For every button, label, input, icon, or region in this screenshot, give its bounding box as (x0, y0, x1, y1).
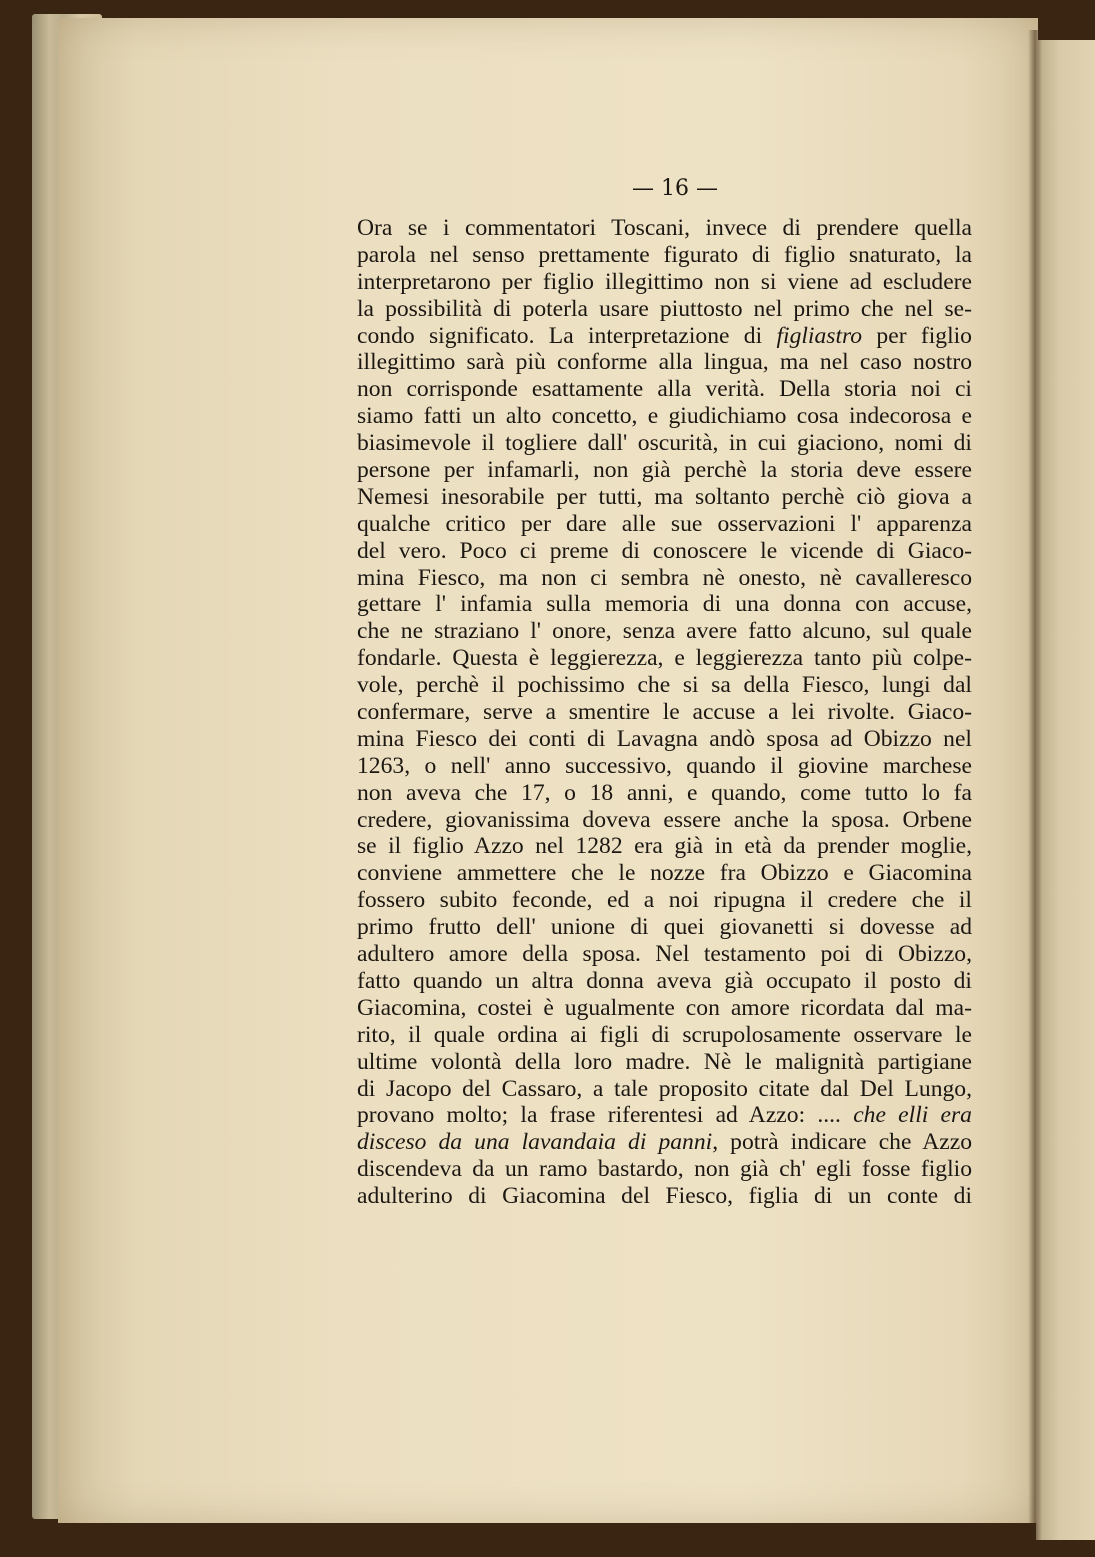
text-line: interpretarono per figlio illegittimo non si viene ad escludere (357, 268, 972, 295)
text-line: gettare l' infamia sulla memoria di una donna con accuse, (357, 591, 972, 618)
spine-shadow (1028, 30, 1042, 1540)
text-line: mina Fiesco, ma non ci sembra nè onesto, nè cavalleresco (357, 564, 972, 591)
text-line: persone per infamarli, non già perchè la storia deve essere (357, 457, 972, 484)
text-line: la possibilità di poterla usare piuttosto nel primo che nel se- (357, 295, 972, 322)
text-line: biasimevole il togliere dall' oscurità, in cui giaciono, nomi di (357, 430, 972, 457)
text-line: di Jacopo del Cassaro, a tale proposito citate dal Del Lungo, (357, 1075, 972, 1102)
text-line: parola nel senso prettamente figurato di figlio snaturato, la (357, 241, 972, 268)
text-line: credere, giovanissima doveva essere anche la sposa. Orbene (357, 806, 972, 833)
text-line: qualche critico per dare alle sue osservazioni l' apparenza (357, 510, 972, 537)
text-line: condo significato. La interpretazione di figliastro per figlio (357, 322, 972, 349)
text-line: confermare, serve a smentire le accuse a lei rivolte. Giaco- (357, 699, 972, 726)
text-line: disceso da una lavandaia di panni, potrà indicare che Azzo (357, 1129, 972, 1156)
text-line: discendeva da un ramo bastardo, non già ch' egli fosse figlio (357, 1156, 972, 1183)
text-line: del vero. Poco ci preme di conoscere le vicende di Giaco- (357, 537, 972, 564)
text-line: fatto quando un altra donna aveva già occupato il posto di (357, 967, 972, 994)
text-line: adultero amore della sposa. Nel testamento poi di Obizzo, (357, 941, 972, 968)
text-line: illegittimo sarà più conforme alla lingua, ma nel caso nostro (357, 349, 972, 376)
page-number: — 16 — (632, 176, 718, 201)
text-line: se il figlio Azzo nel 1282 era già in età da prender moglie, (357, 833, 972, 860)
text-line: Nemesi inesorabile per tutti, ma soltanto perchè ciò giova a (357, 483, 972, 510)
text-line: fossero subito feconde, ed a noi ripugna il credere che il (357, 887, 972, 914)
text-line: conviene ammettere che le nozze fra Obizzo e Giacomina (357, 860, 972, 887)
text-line: mina Fiesco dei conti di Lavagna andò sposa ad Obizzo nel (357, 725, 972, 752)
text-line: Giacomina, costei è ugualmente con amore ricordata dal ma- (357, 994, 972, 1021)
text-line: siamo fatti un alto concetto, e giudichiamo cosa indecorosa e (357, 403, 972, 430)
body-text (357, 215, 972, 1210)
text-line: provano molto; la frase riferentesi ad Azzo: .... che elli era (357, 1102, 972, 1129)
text-line: che ne straziano l' onore, senza avere fatto alcuno, sul quale (357, 618, 972, 645)
text-line: Ora se i commentatori Toscani, invece di prendere quella (357, 215, 972, 241)
facing-page-edge (1036, 40, 1095, 1540)
text-line: primo frutto dell' unione di quei giovanetti si dovesse ad (357, 914, 972, 941)
text-line: vole, perchè il pochissimo che si sa della Fiesco, lungi dal (357, 672, 972, 699)
text-line: fondarle. Questa è leggierezza, e leggierezza tanto più colpe- (357, 645, 972, 672)
italic-phrase: disceso da una lavandaia di panni (357, 1129, 713, 1156)
text-line: rito, il quale ordina ai figli di scrupolosamente osservare le (357, 1021, 972, 1048)
italic-phrase: figliastro (776, 322, 863, 349)
italic-phrase: che elli era (853, 1102, 972, 1129)
text-line: non aveva che 17, o 18 anni, e quando, come tutto lo fa (357, 779, 972, 806)
text-line: 1263, o nell' anno successivo, quando il giovine marchese (357, 752, 972, 779)
text-line: ultime volontà della loro madre. Nè le malignità partigiane (357, 1048, 972, 1075)
text-line: non corrisponde esattamente alla verità. Della storia noi ci (357, 376, 972, 403)
text-line: adulterino di Giacomina del Fiesco, figlia di un conte di (357, 1183, 972, 1210)
